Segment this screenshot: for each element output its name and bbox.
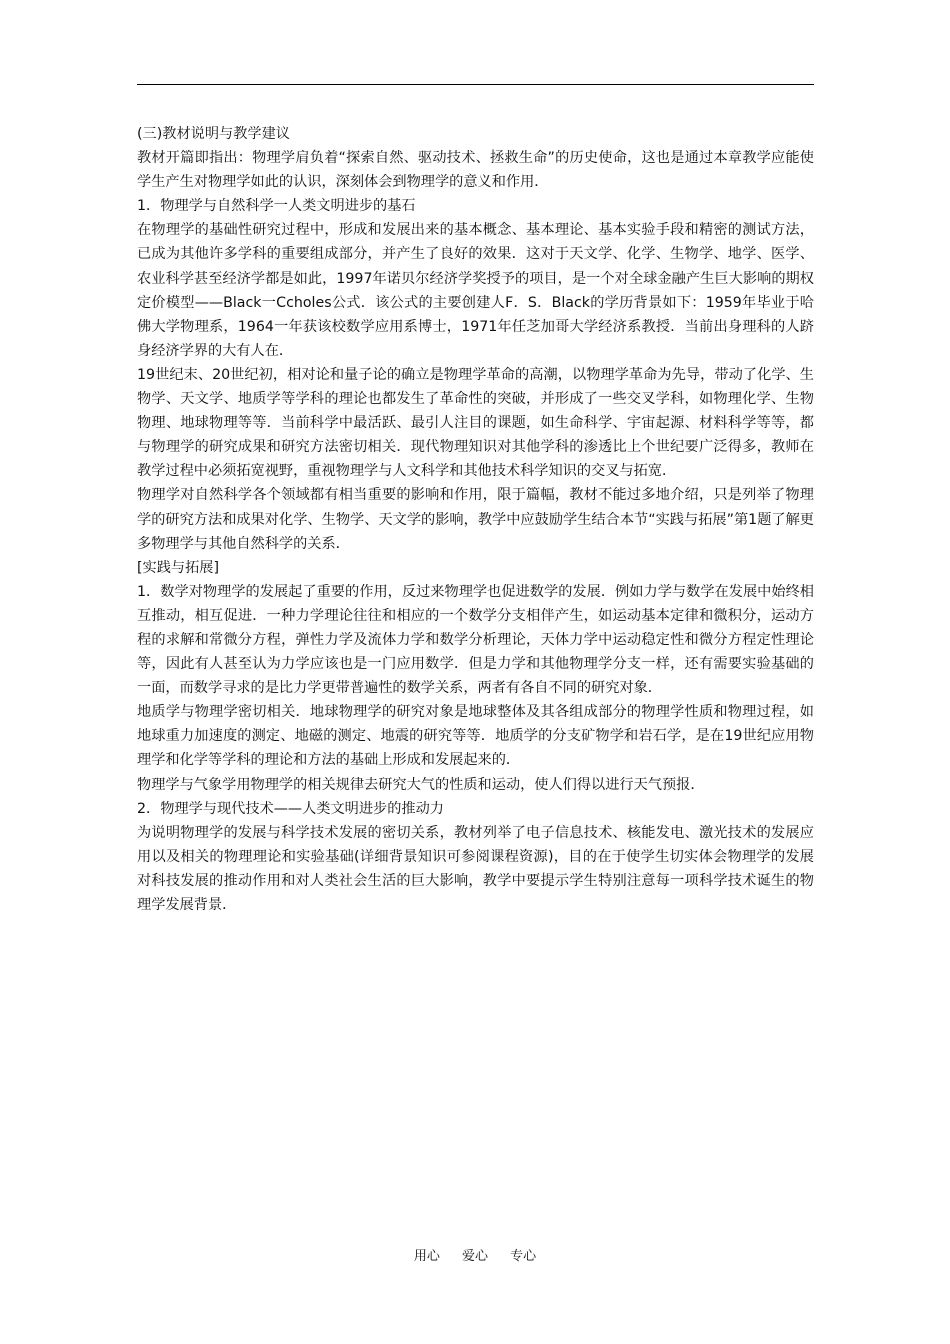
paragraph: 地质学与物理学密切相关．地球物理学的研究对象是地球整体及其各组成部分的物理学性质和物理过程，如地球重力加速度的测定、地磁的测定、地震的研究等等．地质学的分支矿物学和岩石学，是在19世纪应用物理学和化学等学科的理论和方法的基础上形成和发展起来的．	[137, 704, 814, 769]
footer-item: 用心	[413, 1249, 440, 1264]
footer-item: 爱心	[461, 1249, 488, 1264]
paragraph: 物理学与气象学用物理学的相关规律去研究大气的性质和运动，使人们得以进行天气预报．	[137, 776, 705, 793]
subsection-heading: 2．物理学与现代技术——人类文明进步的推动力	[137, 800, 444, 817]
section-heading: (三)教材说明与教学建议	[137, 126, 290, 142]
header-rule	[137, 84, 814, 85]
paragraph: 在物理学的基础性研究过程中，形成和发展出来的基本概念、基本理论、基本实验手段和精密的测试方法，已成为其他许多学科的重要组成部分，并产生了良好的效果．这对于天文学、化学、生物学、地学、医学、农业科学甚至经济学都是如此，1997年诺贝尔经济学奖授予的项目，是一个对全球金融产生巨大影响的期权定价模型——Black一Ccholes公式．该公式的主要创建人F．S．Black的学历背景如下：1959年毕业于哈佛大学物理系，1964一年获该校数学应用系博士，1971年任芝加哥大学经济系教授．当前出身理科的人跻身经济学界的大有人在．	[137, 222, 814, 359]
footer-item: 专心	[510, 1249, 537, 1264]
paragraph: 1．数学对物理学的发展起了重要的作用，反过来物理学也促进数学的发展．例如力学与数学在发展中始终相互推动，相互促进．一种力学理论往往和相应的一个数学分支相伴产生，如运动基本定律和微积分，运动方程的求解和常微分方程，弹性力学及流体力学和数学分析理论，天体力学中运动稳定性和微分方程定性理论等，因此有人甚至认为力学应该也是一门应用数学．但是力学和其他物理学分支一样，还有需要实验基础的一面，而数学寻求的是比力学更带普遍性的数学关系，两者有各自不同的研究对象．	[137, 583, 814, 697]
paragraph: 教材开篇即指出：物理学肩负着“探索自然、驱动技术、拯救生命”的历史使命，这也是通过本章教学应能使学生产生对物理学如此的认识，深刻体会到物理学的意义和作用．	[137, 150, 814, 191]
document-body	[137, 122, 814, 917]
subsection-heading: [实践与拓展]	[137, 559, 220, 576]
paragraph: 为说明物理学的发展与科学技术发展的密切关系，教材列举了电子信息技术、核能发电、激光技术的发展应用以及相关的物理理论和实验基础(详细背景知识可参阅课程资源)，目的在于使学生切实体会物理学的发展对科技发展的推动作用和对人类社会生活的巨大影响，教学中要提示学生特别注意每一项科学技术诞生的物理学发展背景．	[137, 824, 814, 913]
paragraph: 19世纪末、20世纪初，相对论和量子论的确立是物理学革命的高潮，以物理学革命为先导，带动了化学、生物学、天文学、地质学等学科的理论也都发生了革命性的突破，并形成了一些交叉学科，如物理化学、生物物理、地球物理等等．当前科学中最活跃、最引人注目的课题，如生命科学、宇宙起源、材料科学等等，都与物理学的研究成果和研究方法密切相关．现代物理知识对其他学科的渗透比上个世纪要广泛得多，教师在教学过程中必须拓宽视野，重视物理学与人文科学和其他技术科学知识的交叉与拓宽．	[137, 366, 814, 480]
paragraph: 物理学对自然科学各个领域都有相当重要的影响和作用，限于篇幅，教材不能过多地介绍，只是列举了物理学的研究方法和成果对化学、生物学、天文学的影响，教学中应鼓励学生结合本节“实践与拓展”第1题了解更多物理学与其他自然科学的关系．	[137, 487, 814, 552]
page-footer	[0, 1247, 950, 1267]
subsection-heading: 1．物理学与自然科学一人类文明进步的基石	[137, 198, 416, 215]
